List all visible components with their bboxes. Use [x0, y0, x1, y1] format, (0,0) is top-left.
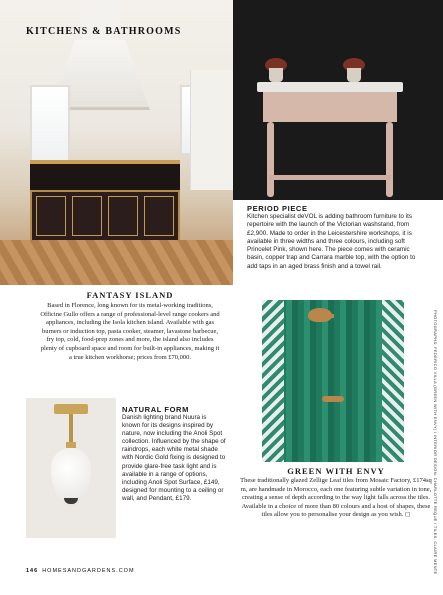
green-with-envy-body: These traditionally glazed Zellige Leaf tiles from Mosaic Factory, £174sq m, are handmade in Morocco, each one featuring subtle variation in tone, creating a sense of depth according to the way light falls across the tiles. Available in a choice of more than 80 colours and a host of shapes, these tiles allow you to personalise your design as you wish. ◻ [240, 477, 432, 518]
footer-site: HOMESANDGARDENS.COM [42, 568, 135, 574]
window [30, 85, 70, 165]
lamp-canopy [54, 404, 88, 414]
photo-credits: PHOTOGRAPHS: FEDERICO VILLA (GREEN WITH ENVY) / INTERIOR DESIGN: CHARLOTTE REQUE / TILES: CLAIRE MENTE [433, 310, 438, 575]
green-tile-shower-photo [262, 300, 404, 462]
plant-pot [269, 68, 283, 82]
natural-form-body: Danish lighting brand Nuura is known for its designs inspired by nature, now including the Anoli Spot collection. Influenced by the shape of raindrops, each white metal shade with Nordic Gold fixing is designed to provide glare-free task light and is available in a range of options, including Anoli Spot Surface, £149, designed for mounting to a ceiling or wall, and Pendant, £179. [122, 414, 226, 502]
lamp-photo [26, 398, 116, 538]
kitchen-island-photo [0, 0, 233, 285]
washstand-photo [233, 0, 443, 200]
section-header: KITCHENS & BATHROOMS [26, 26, 182, 37]
fantasy-island-title: FANTASY ISLAND [86, 290, 174, 300]
plant-pot [347, 68, 361, 82]
green-with-envy-title: GREEN WITH ENVY [287, 466, 385, 476]
period-piece-title: PERIOD PIECE [247, 204, 308, 213]
washstand-shelf [269, 175, 391, 180]
period-piece-body: Kitchen specialist deVOL is adding bathroom furniture to its repertoire with the launch of the Victorian washstand, from £2,900. Made to order in the Leicestershire workshops, it is available in three widths and three colours, including soft Princelet Pink, shown here. The piece comes with ceramic basin, copper trap and Carrara marble top, with the option to add taps in an aged brass finish and a towel rail. [247, 213, 416, 270]
shower-mixer [322, 396, 344, 402]
wall-cabinet [190, 70, 233, 190]
herringbone-floor [0, 240, 233, 285]
natural-form-title: NATURAL FORM [122, 405, 189, 414]
page-footer [26, 568, 135, 574]
page-number: 146 [26, 568, 39, 574]
washstand-cabinet [263, 92, 397, 122]
marble-top [257, 82, 403, 92]
fantasy-island-body: Based in Florence, long known for its metal-working traditions, Officine Gullo offers a range of professional-level range cookers and appliances, including the Isola kitchen island. Available with gas burners or induction top, pasta cooker, steamer, lavastone barbecue, fry top, cold, food-prep zones and more, the island also includes plenty of cupboard space and room for built-in appliances, making it a true kitchen workhorse; prices from £70,000. [40, 302, 220, 361]
